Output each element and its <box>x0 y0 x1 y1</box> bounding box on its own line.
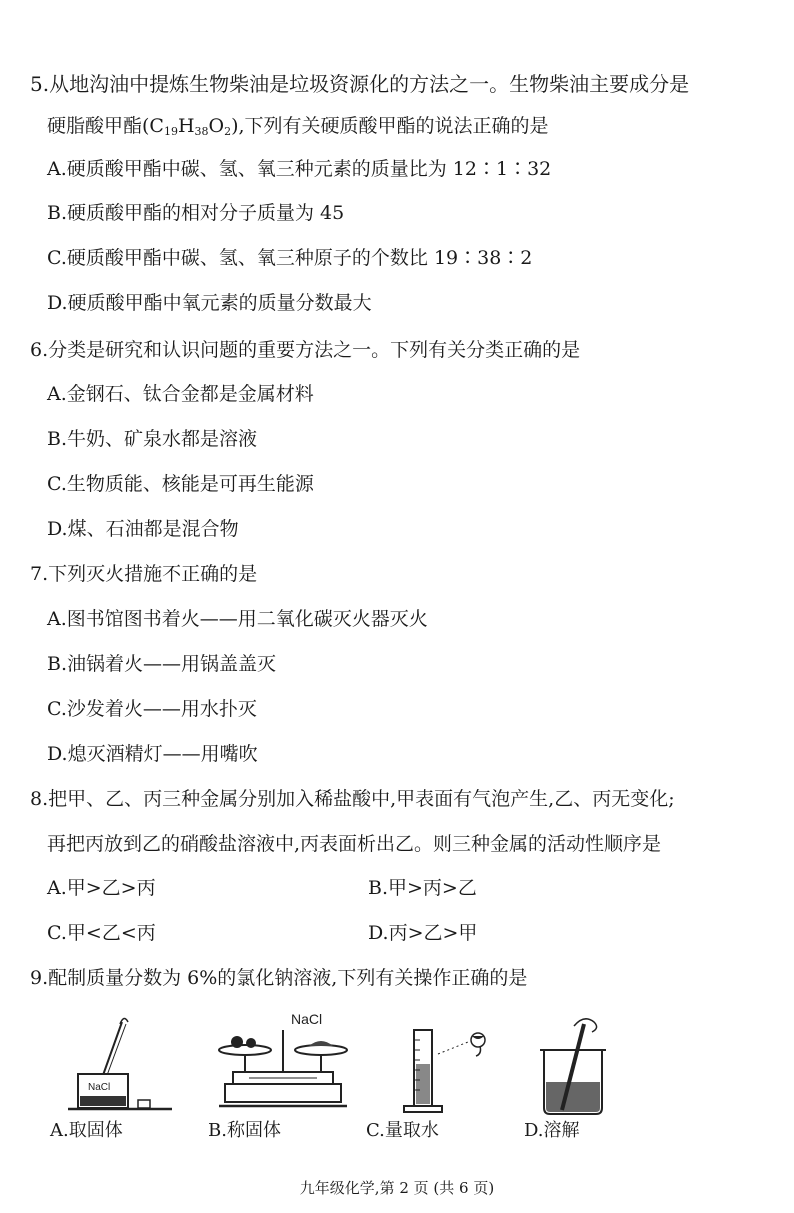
q8-stem-line1: 8.把甲、乙、丙三种金属分别加入稀盐酸中,甲表面有气泡产生,乙、丙无变化; <box>30 788 675 810</box>
figure-d-beaker <box>526 1010 626 1120</box>
q5-option-b: B.硬质酸甲酯的相对分子质量为 45 <box>47 202 345 224</box>
q7-stem: 7.下列灭火措施不正确的是 <box>30 563 258 585</box>
q9-caption-d: D.溶解 <box>524 1120 580 1141</box>
figure-b-nacl-label: NaCl <box>291 1011 323 1027</box>
q8-option-b: B.甲>丙>乙 <box>368 877 477 899</box>
q9-caption-b: B.称固体 <box>208 1120 281 1141</box>
q5-sub-h: 38 <box>194 125 209 138</box>
q7-option-b: B.油锅着火——用锅盖盖灭 <box>47 653 277 675</box>
q5-option-a: A.硬质酸甲酯中碳、氢、氧三种元素的质量比为 12∶1∶32 <box>47 158 552 180</box>
q8-option-d: D.丙>乙>甲 <box>368 922 478 944</box>
q9-stem: 9.配制质量分数为 6%的氯化钠溶液,下列有关操作正确的是 <box>30 967 528 989</box>
q5-sub-o: 2 <box>224 125 232 138</box>
q8-option-c: C.甲<乙<丙 <box>47 922 156 944</box>
q5-h: H <box>177 115 195 137</box>
q8-stem-line2: 再把丙放到乙的硝酸盐溶液中,丙表面析出乙。则三种金属的活动性顺序是 <box>47 833 662 855</box>
q6-option-a: A.金钢石、钛合金都是金属材料 <box>47 383 314 405</box>
q6-option-b: B.牛奶、矿泉水都是溶液 <box>47 428 258 450</box>
q7-option-d: D.熄灭酒精灯——用嘴吹 <box>47 743 258 765</box>
q6-option-d: D.煤、石油都是混合物 <box>47 518 239 540</box>
q5-o: O <box>208 115 225 137</box>
figure-a-bottle-label: NaCl <box>88 1082 111 1093</box>
figure-c-graduated-cylinder <box>396 1010 506 1120</box>
q9-caption-c: C.量取水 <box>366 1120 439 1141</box>
figure-a-take-solid <box>60 1010 180 1115</box>
q5-stem-pre: 硬脂酸甲酯(C <box>47 115 164 137</box>
q8-option-a: A.甲>乙>丙 <box>47 877 156 899</box>
q6-option-c: C.生物质能、核能是可再生能源 <box>47 473 314 495</box>
q5-stem-post: ),下列有关硬质酸甲酯的说法正确的是 <box>231 115 549 137</box>
q6-stem: 6.分类是研究和认识问题的重要方法之一。下列有关分类正确的是 <box>30 339 581 361</box>
q5-stem-line2 <box>47 114 549 144</box>
q7-option-a: A.图书馆图书着火——用二氧化碳灭火器灭火 <box>47 608 428 630</box>
q7-option-c: C.沙发着火——用水扑灭 <box>47 698 257 720</box>
q5-sub-c: 19 <box>163 125 178 138</box>
figure-b-balance <box>213 1010 358 1122</box>
q5-option-d: D.硬质酸甲酯中氧元素的质量分数最大 <box>47 292 372 314</box>
page-footer: 九年级化学,第 2 页 (共 6 页) <box>299 1179 495 1197</box>
q9-caption-a: A.取固体 <box>50 1120 123 1141</box>
q5-option-c: C.硬质酸甲酯中碳、氢、氧三种原子的个数比 19∶38∶2 <box>47 247 533 269</box>
q5-stem-line1: 5.从地沟油中提炼生物柴油是垃圾资源化的方法之一。生物柴油主要成分是 <box>30 72 690 96</box>
